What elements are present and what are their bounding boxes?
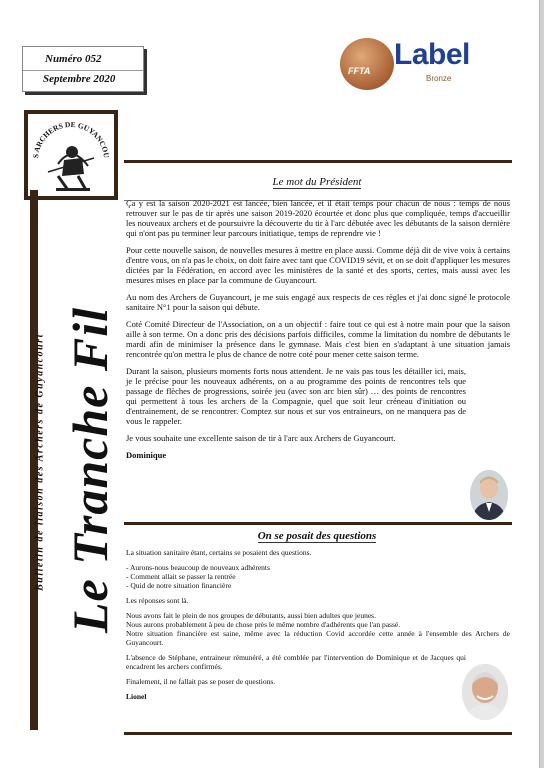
president-body (126, 198, 510, 460)
masthead-subtitle: Bulletin de liaison des Archers de Guyancourt (34, 333, 46, 591)
president-paragraph: Durant la saison, plusieurs moments forts nous attendent. Je ne vais pas tous les détailler ici, mais, je le précise pour les nouveaux adhérents, on a au programme des points de rencontres tels que passage de flèches de progressions, soirée jeu (avec son arc bien sûr) … des points de rencontres qui permettent à tous les archers de la Compagnie, quel que soit leur créneau d'initiation ou d'entrainement, de se rencontrer. Comptez sur nous et sur vos entraineurs, on ne manquera pas de vous le rappeler. (126, 366, 466, 426)
answer-line: Notre situation financière est saine, même avec la réduction Covid accordée cette année à l'ensemble des Archers de Guyancourt. (126, 629, 510, 647)
svg-text:LES ARCHERS DE GUYANCOURT: S ARCHERS DE GUYANCOU (31, 119, 112, 159)
answer-line: Nous aurons probablement à peu de chose près le même nombre d'adhérents que l'an passé. (126, 620, 401, 629)
president-paragraph: Je vous souhaite une excellente saison de tir à l'arc aux Archers de Guyancourt. (126, 433, 396, 443)
issue-date: Septembre 2020 (43, 73, 116, 85)
issue-separator (23, 70, 143, 71)
president-title: Le mot du Président (272, 176, 362, 188)
ffta-label-logo (340, 36, 490, 92)
bronze-disc-icon (340, 38, 394, 90)
scrollbar[interactable] (540, 0, 544, 768)
bottom-rule (124, 732, 512, 735)
questions-title: On se posait des questions (257, 530, 377, 542)
middle-rule (124, 522, 512, 525)
questions-signature: Lionel (126, 692, 147, 701)
club-logo (24, 110, 118, 200)
portrait-icon (462, 664, 508, 720)
questions-list (126, 563, 510, 590)
president-signature: Dominique (126, 450, 167, 460)
label-word: Label (394, 38, 470, 71)
list-item: - Quid de notre situation financière (126, 581, 232, 590)
top-rule (124, 160, 512, 163)
questions-intro: La situation sanitaire étant, certains se posaient des questions. (126, 548, 312, 557)
archer-emblem-icon (28, 114, 114, 196)
ffta-badge: FFTA (348, 66, 371, 76)
questions-closing: Finalement, il ne fallait pas se poser de questions. (126, 677, 276, 686)
issue-box (22, 46, 144, 92)
answers-intro: Les réponses sont là. (126, 596, 189, 605)
issue-number: Numéro 052 (45, 53, 102, 65)
answer-line: Nous avons fait le plein de nos groupes de débutants, aussi bien adultes que jeunes. (126, 611, 376, 620)
president-paragraph: Pour cette nouvelle saison, de nouvelles mesures à mettre en place aussi. Comme déjà dit de vive voix à certains d'entre vous, on n'a pas le choix, on doit faire avec tant que COVID19 sévit, et on se doit d'appliquer les mesures dictées par la Fédération, en accord avec les ministères de la santé et des sports, certes, mais aussi avec les mesures mises en place par la commune de Guyancourt. (126, 245, 510, 285)
list-item: - Aurons-nous beaucoup de nouveaux adhérents (126, 563, 270, 572)
lionel-photo (462, 664, 508, 720)
label-tier: Bronze (426, 74, 452, 83)
list-item: - Comment allait se passer la rentrée (126, 572, 236, 581)
president-photo (470, 470, 508, 520)
questions-body (126, 548, 510, 701)
stephane-paragraph: L'absence de Stéphane, entraineur rémunéré, a été comblée par l'intervention de Dominique et de Jacques qui encadrent les archers confirmés. (126, 653, 466, 671)
president-paragraph: Coté Comité Directeur de l'Association, on a un objectif : faire tout ce qui est à notre main pour que la saison aille à son terme. On a donc pris des décisions parfois difficiles, comme la limitation du nombre de débutants le mardi afin de minimiser la présence dans le gymnase. Mais c'est bien en s'adaptant à une situation jamais rencontrée qu'on mettra le plus de chance de notre coté pour mener cette saison terme. (126, 319, 510, 359)
president-paragraph: Au nom des Archers de Guyancourt, je me suis engagé aux respects de ces règles et j'ai donc signé le protocole sanitaire N°1 pour la saison qui débute. (126, 292, 510, 312)
answers-block (126, 611, 510, 647)
president-paragraph: Ça y est la saison 2020-2021 est lancée, bien lancée, et il était temps pour chacun de nous : temps de nous retrouver sur le pas de tir après une saison 2019-2020 écourtée et donc plus que compliquée, temps d'accueillir les nouveaux archers et de poursuivre la découverte du tir à l'arc débutée avec les débutants de la saison dernière qui n'ont pas pu terminer leur parcours initiatique, temps de reprendre vie ! (126, 198, 510, 238)
portrait-icon (470, 470, 508, 520)
masthead-title: Le Tranche Fil (62, 307, 118, 634)
